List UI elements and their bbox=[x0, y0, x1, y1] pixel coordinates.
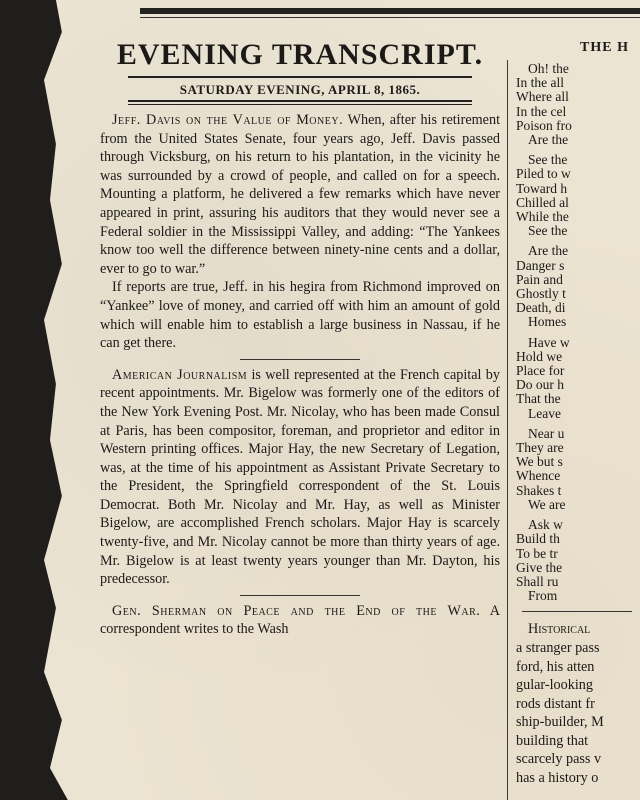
poem-line: In the all bbox=[516, 75, 564, 91]
second-column bbox=[516, 40, 640, 788]
poem-line: From bbox=[528, 588, 558, 604]
poem-line: Piled to w bbox=[516, 166, 571, 182]
article-separator bbox=[240, 359, 360, 360]
poem-line: Do our h bbox=[516, 377, 564, 393]
poem-line: Whence bbox=[516, 468, 561, 484]
poem-line: Hold we bbox=[516, 348, 563, 364]
article-line: building that bbox=[516, 732, 589, 749]
article-text: A correspondent writes to the Wash bbox=[100, 602, 500, 638]
poem-line: Build th bbox=[516, 531, 560, 547]
poem-heading: THE H bbox=[580, 40, 629, 55]
poem-line: Danger s bbox=[516, 257, 565, 273]
poem-stanza bbox=[516, 336, 640, 421]
poem-stanza bbox=[516, 153, 640, 238]
article-headline: Gen. Sherman on Peace and the End of the War. bbox=[112, 602, 481, 619]
poem-line: Give the bbox=[516, 559, 563, 575]
article-line: gular-looking bbox=[516, 677, 593, 694]
article-line: has a history o bbox=[516, 770, 599, 787]
poem-stanza bbox=[516, 518, 640, 603]
top-rule bbox=[140, 8, 640, 14]
poem-line: Where all bbox=[516, 89, 569, 105]
article-american-journalism bbox=[100, 366, 500, 589]
poem-line: Are the bbox=[528, 243, 569, 259]
poem-line: They are bbox=[516, 440, 564, 456]
poem-line: Place for bbox=[516, 363, 565, 379]
article-jeff-davis bbox=[100, 111, 500, 353]
column-divider bbox=[507, 60, 508, 800]
poem-line: Ghostly t bbox=[516, 286, 566, 302]
article-paragraph: If reports are true, Jeff. in his hegira from Richmond improved on “Yankee” love of money, and carried off with him an amount of gold which will enable him to establish a large business in Nassau, if he can get there. bbox=[100, 279, 500, 352]
poem-line: We are bbox=[528, 496, 566, 512]
poem-line: That the bbox=[516, 391, 561, 407]
poem-line: Poison fro bbox=[516, 117, 572, 133]
poem-line: Near u bbox=[528, 425, 565, 441]
dateline-rule bbox=[128, 100, 472, 102]
masthead: EVENING TRANSCRIPT. bbox=[116, 38, 484, 71]
article-paragraph bbox=[100, 111, 500, 278]
article-line: scarcely pass v bbox=[516, 751, 602, 768]
poem-line: Homes bbox=[528, 314, 567, 330]
poem-stanza bbox=[516, 244, 640, 329]
poem-line: See the bbox=[528, 152, 568, 168]
article-headline: American Journalism bbox=[112, 366, 248, 383]
poem-line: To be tr bbox=[516, 545, 558, 561]
article-line: ship-builder, M bbox=[516, 714, 604, 731]
top-rule-thin bbox=[140, 17, 640, 18]
article-text: is well represented at the French capital by recent appointments. Mr. Bigelow was formerly one of the editors of the New York Evening Post. Mr. Nicolay, who has been made Consul at Paris, has been compositor, foreman, and proprietor and editor in Western printing offices. Major Hay, the new Secretary of Legation, was, at the time of his appointment as Assistant Private Secretary to the President, the Springfield correspondent of the St. Louis Democrat. Both Mr. Nicolay and Mr. Hay, as well as Minister Bigelow, are accomplished French scholars. Major Hay is scarcely twenty-five, and Mr. Nicolay cannot be more than thirty years of age. Mr. Bigelow is at least twenty years younger than Mr. Dayton, his predecessor. bbox=[100, 366, 500, 588]
poem-line: Death, di bbox=[516, 300, 566, 316]
main-column bbox=[100, 38, 500, 639]
poem-line: Chilled al bbox=[516, 194, 569, 210]
dateline: SATURDAY EVENING, APRIL 8, 1865. bbox=[179, 82, 421, 97]
poem-line: Have w bbox=[528, 334, 570, 350]
article-line: rods distant fr bbox=[516, 695, 595, 712]
poem-line: While the bbox=[516, 209, 569, 225]
article-text: When, after his retirement from the United States Senate, four years ago, Jeff. Davis passed through Vicksburg, on his return to his plantation, in the vicinity he was surrounded by a crowd of people, and called on for a speech. Mounting a platform, he delivered a few remarks which have never appeared in print, assuring his auditors that they would never see a Federal soldier in the Mississippi Valley, and adding: “The Yankees know too well the difference between ninety-nine cents and a dollar, ever to go to war.” bbox=[100, 112, 501, 277]
article-line: ford, his atten bbox=[516, 658, 595, 675]
article-paragraph bbox=[100, 602, 500, 639]
poem-line: Shakes t bbox=[516, 482, 562, 498]
poem-line: In the cel bbox=[516, 103, 567, 119]
poem-line: See the bbox=[528, 223, 568, 239]
poem-line: Leave bbox=[528, 405, 561, 421]
article-historical bbox=[516, 620, 640, 787]
article-separator bbox=[240, 595, 360, 596]
article-headline: Jeff. Davis on the Value of Money. bbox=[112, 112, 344, 128]
article-headline: Historical bbox=[528, 621, 591, 638]
dateline-rule-thin bbox=[128, 104, 472, 105]
masthead-rule bbox=[128, 76, 472, 78]
poem-line: Ask w bbox=[528, 517, 563, 533]
article-separator bbox=[522, 611, 632, 612]
poem-line: Pain and bbox=[516, 271, 563, 287]
poem-line: Shall ru bbox=[516, 573, 559, 589]
poem-line: We but s bbox=[516, 454, 563, 470]
article-paragraph bbox=[100, 366, 500, 589]
poem-stanza bbox=[516, 62, 640, 147]
poem-line: Toward h bbox=[516, 180, 568, 196]
poem-line: Oh! the bbox=[528, 61, 569, 76]
poem-stanza bbox=[516, 427, 640, 512]
poem bbox=[516, 62, 640, 603]
poem-line: Are the bbox=[528, 132, 569, 148]
article-line: a stranger pass bbox=[516, 639, 600, 656]
article-gen-sherman bbox=[100, 602, 500, 639]
